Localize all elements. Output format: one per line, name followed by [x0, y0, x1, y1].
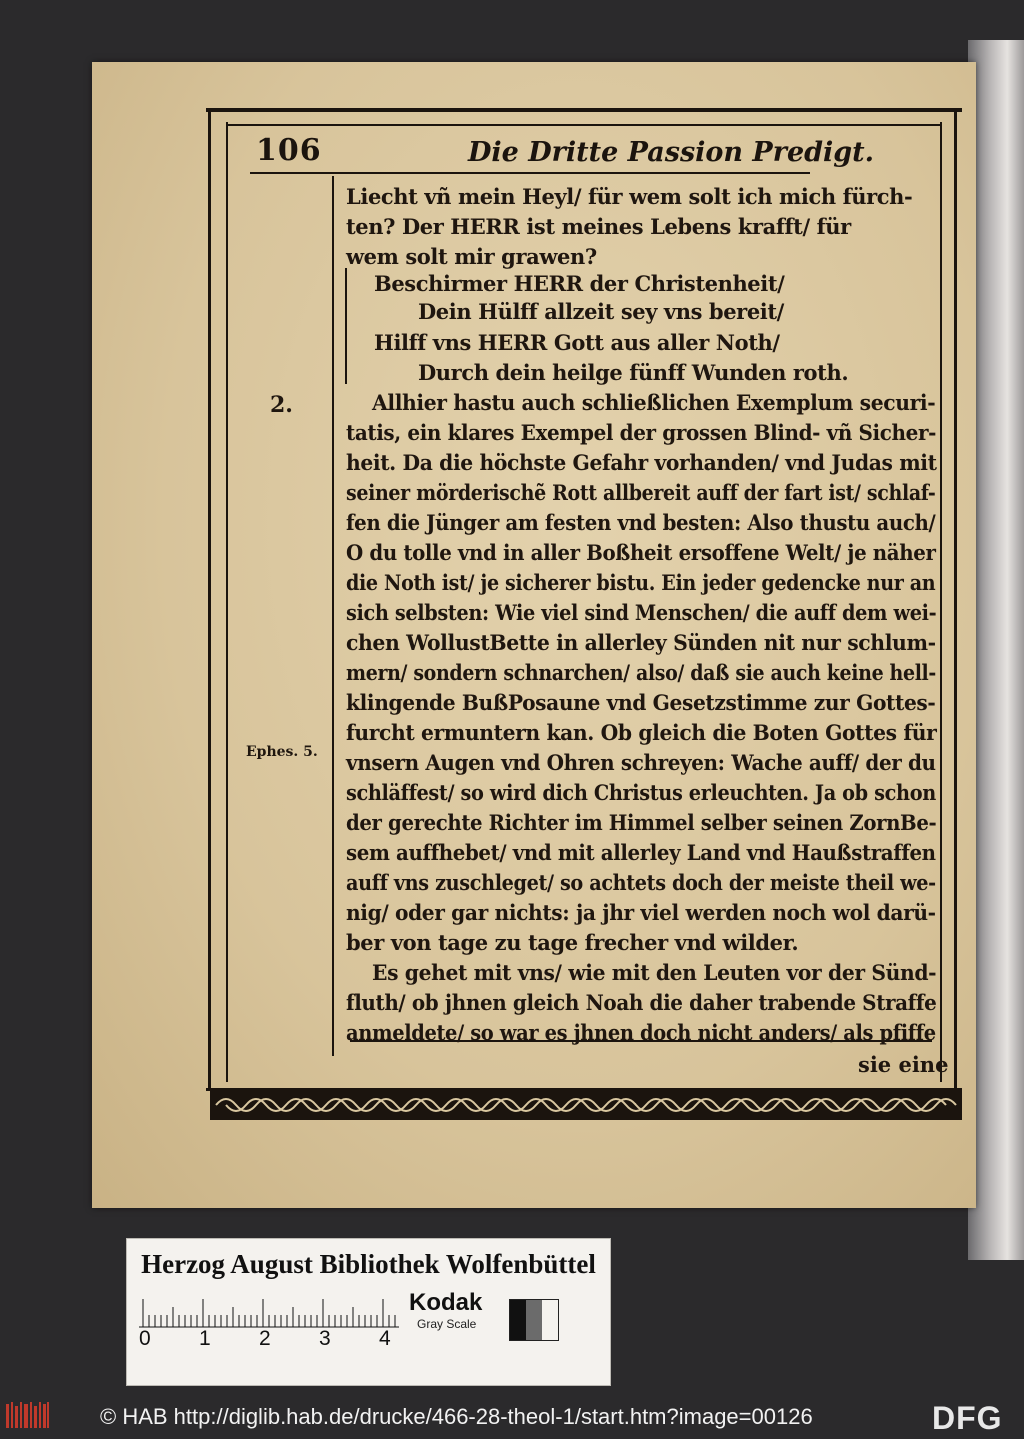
text-line: vnsern Augen vnd Ohren schreyen: Wache auff/ der du — [346, 750, 936, 775]
text-line: chen WollustBette in allerley Sünden nit nur schlum- — [346, 630, 936, 655]
frame-rule — [226, 124, 942, 126]
margin-number: 2. — [270, 392, 293, 418]
scale-number: 0 — [139, 1327, 151, 1350]
scale-number: 4 — [379, 1327, 391, 1350]
frame-rule — [940, 122, 942, 1082]
catchword: sie eine — [858, 1052, 949, 1077]
text-line: sich selbsten: Wie viel sind Menschen/ die auff dem wei- — [346, 600, 937, 625]
frame-rule — [208, 110, 211, 1088]
scale-number: 1 — [199, 1327, 211, 1350]
text-line: ber von tage zu tage frecher vnd wilder. — [346, 930, 799, 955]
verse-line: Hilff vns HERR Gott aus aller Noth/ — [374, 330, 780, 355]
text-line: wem solt mir grawen? — [346, 244, 597, 269]
text-line: klingende BußPosaune vnd Gesetzstimme zur Gottes- — [346, 690, 936, 715]
adjacent-page-edge — [968, 40, 1024, 1260]
running-head: Die Dritte Passion Predigt. — [468, 137, 875, 168]
scale-number: 3 — [319, 1327, 331, 1350]
verse-rule — [345, 268, 347, 384]
frame-rule — [226, 122, 228, 1082]
text-line: seiner mörderischẽ Rott allbereit auff der fart ist/ schlaf- — [346, 480, 936, 505]
verse-line: Durch dein heilge fünff Wunden roth. — [418, 360, 849, 385]
gray-scale-patches — [509, 1299, 559, 1341]
kodak-subtitle: Gray Scale — [417, 1317, 477, 1331]
text-line: nig/ oder gar nichts: ja jhr viel werden noch wol darü- — [346, 900, 936, 925]
frame-rule — [954, 110, 957, 1088]
hab-barcode-icon — [6, 1400, 50, 1430]
text-line: furcht ermuntern kan. Ob gleich die Boten Gottes für — [346, 720, 937, 745]
text-line: auff vns zuschleget/ so achtets doch der meiste theil we- — [346, 870, 936, 895]
verse-line: Dein Hülff allzeit sey vns bereit/ — [418, 299, 784, 324]
text-line: heit. Da die höchste Gefahr vorhanden/ vnd Judas mit — [346, 450, 937, 475]
text-line: der gerechte Richter im Himmel selber seinen ZornBe- — [346, 810, 937, 835]
running-head-rule — [250, 172, 810, 174]
text-line: anmeldete/ so war es jhnen doch nicht anders/ als pfiffe — [346, 1020, 936, 1045]
verse-line: Beschirmer HERR der Christenheit/ — [374, 271, 785, 296]
text-line: die Noth ist/ je sicherer bistu. Ein jeder gedencke nur an — [346, 570, 936, 595]
text-line: schläffest/ so wird dich Christus erleuchten. Ja ob schon — [346, 780, 936, 805]
page-number: 106 — [256, 133, 322, 168]
library-name: Herzog August Bibliothek Wolfenbüttel — [141, 1249, 596, 1279]
footer-source-url[interactable]: © HAB http://diglib.hab.de/drucke/466-28-theol-1/start.htm?image=00126 — [100, 1404, 813, 1429]
text-line: O du tolle vnd in aller Boßheit ersoffene Welt/ je näher — [346, 540, 936, 565]
text-line: fluth/ ob jhnen gleich Noah die daher trabende Straffe — [346, 990, 937, 1015]
text-line: mern/ sondern schnarchen/ also/ daß sie auch keine hell- — [346, 660, 936, 685]
scale-number: 2 — [259, 1327, 271, 1350]
text-line: Es gehet mit vns/ wie mit den Leuten vor der Sünd- — [372, 960, 937, 985]
library-color-chart — [126, 1238, 611, 1386]
text-line: Allhier hastu auch schließlichen Exemplum securi- — [372, 390, 936, 415]
margin-reference: Ephes. 5. — [246, 744, 318, 760]
text-line: Liecht vñ mein Heyl/ für wem solt ich mich fürch- — [346, 184, 913, 209]
ornament-band — [210, 1090, 962, 1120]
text-line: tatis, ein klares Exempel der grossen Blind- vñ Sicher- — [346, 420, 936, 445]
dfg-logo: DFG — [932, 1400, 1003, 1436]
text-line: sem auffhebet/ vnd mit allerley Land vnd Haußstraffen — [346, 840, 936, 865]
margin-rule — [332, 176, 334, 1056]
text-line: fen die Jünger am festen vnd besten: Also thustu auch/ — [346, 510, 936, 535]
kodak-name: Kodak — [409, 1289, 483, 1316]
scale-ruler — [139, 1291, 399, 1331]
text-line: ten? Der HERR ist meines Lebens krafft/ für — [346, 214, 851, 239]
